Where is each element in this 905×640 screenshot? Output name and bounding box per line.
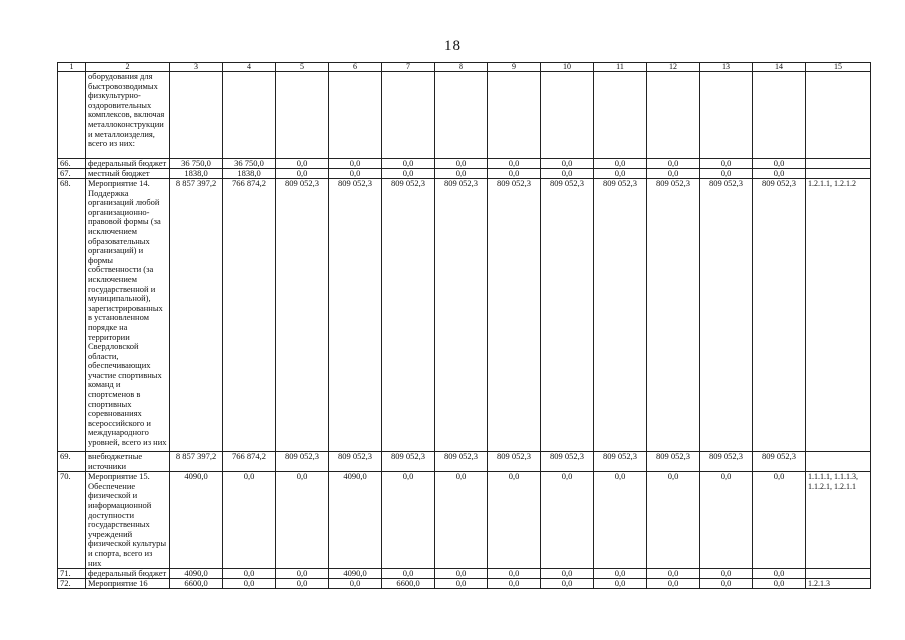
value-cell: 0,0: [647, 472, 700, 569]
value-cell: 0,0: [329, 159, 382, 169]
value-cell: 8 857 397,2: [170, 179, 223, 452]
value-cell: 0,0: [435, 159, 488, 169]
value-cell: 809 052,3: [276, 452, 329, 472]
target-reference: [806, 452, 871, 472]
value-cell: 809 052,3: [329, 452, 382, 472]
value-cell: 809 052,3: [647, 179, 700, 452]
table-row: [58, 579, 871, 589]
row-name: федеральный бюджет: [86, 159, 170, 169]
row-number: [58, 72, 86, 159]
program-table: [57, 62, 871, 589]
column-header: 10: [541, 63, 594, 72]
value-cell: 0,0: [541, 159, 594, 169]
target-reference: [806, 569, 871, 579]
target-reference: [806, 159, 871, 169]
value-cell: 6600,0: [170, 579, 223, 589]
value-cell: 0,0: [647, 569, 700, 579]
value-cell: 766 874,2: [223, 179, 276, 452]
value-cell: 809 052,3: [488, 452, 541, 472]
value-cell: 0,0: [223, 472, 276, 569]
value-cell: 0,0: [594, 569, 647, 579]
row-number: 67.: [58, 169, 86, 179]
value-cell: 0,0: [647, 579, 700, 589]
row-number: 72.: [58, 579, 86, 589]
table-row: [58, 169, 871, 179]
value-cell: 1838,0: [170, 169, 223, 179]
value-cell: 0,0: [276, 472, 329, 569]
value-cell: 809 052,3: [435, 452, 488, 472]
column-header: 14: [753, 63, 806, 72]
column-header: 6: [329, 63, 382, 72]
value-cell: 0,0: [276, 159, 329, 169]
column-header: 3: [170, 63, 223, 72]
value-cell: 0,0: [435, 569, 488, 579]
value-cell: 0,0: [700, 579, 753, 589]
value-cell: 0,0: [753, 159, 806, 169]
value-cell: 809 052,3: [541, 452, 594, 472]
value-cell: 766 874,2: [223, 452, 276, 472]
value-cell: 0,0: [435, 169, 488, 179]
row-number: 69.: [58, 452, 86, 472]
value-cell: 6600,0: [382, 579, 435, 589]
value-cell: 0,0: [329, 169, 382, 179]
value-cell: 0,0: [488, 472, 541, 569]
column-header: 8: [435, 63, 488, 72]
table-row: [58, 472, 871, 569]
value-cell: 0,0: [541, 569, 594, 579]
row-name: Мероприятие 14. Поддержка организаций любой организационно-правовой формы (за исключением образовательных организаций) и формы собственности (за исключением государственной и муниципальной), зарегистрированных в установленном порядке на территории Свердловской области, обеспечивающих участие спортивных команд и спортсменов в спортивных соревнованиях всероссийского и международного уровней, всего из них: [86, 179, 170, 452]
target-reference: 1.2.1.3: [806, 579, 871, 589]
value-cell: 0,0: [700, 472, 753, 569]
value-cell: 0,0: [382, 159, 435, 169]
value-cell: 0,0: [382, 472, 435, 569]
value-cell: 809 052,3: [647, 452, 700, 472]
value-cell: 809 052,3: [541, 179, 594, 452]
table-row-continuation: [58, 72, 871, 159]
value-cell: 0,0: [276, 579, 329, 589]
value-cell: 1838,0: [223, 169, 276, 179]
value-cell: 0,0: [647, 159, 700, 169]
table-row: [58, 179, 871, 452]
row-number: 70.: [58, 472, 86, 569]
row-name: Мероприятие 16: [86, 579, 170, 589]
value-cell: 4090,0: [170, 472, 223, 569]
value-cell: 809 052,3: [700, 452, 753, 472]
value-cell: 4090,0: [329, 569, 382, 579]
column-header: 9: [488, 63, 541, 72]
value-cell: 0,0: [700, 169, 753, 179]
value-cell: 0,0: [329, 579, 382, 589]
column-header: 11: [594, 63, 647, 72]
value-cell: 0,0: [594, 579, 647, 589]
column-header: 5: [276, 63, 329, 72]
value-cell: 809 052,3: [382, 452, 435, 472]
value-cell: 0,0: [647, 169, 700, 179]
value-cell: 4090,0: [170, 569, 223, 579]
value-cell: 0,0: [488, 579, 541, 589]
table-header-row: [58, 63, 871, 72]
value-cell: 0,0: [223, 579, 276, 589]
value-cell: 0,0: [753, 169, 806, 179]
column-header: 12: [647, 63, 700, 72]
value-cell: 0,0: [435, 579, 488, 589]
value-cell: 0,0: [382, 569, 435, 579]
value-cell: 0,0: [594, 472, 647, 569]
value-cell: 0,0: [488, 159, 541, 169]
value-cell: 36 750,0: [170, 159, 223, 169]
value-cell: 0,0: [276, 569, 329, 579]
value-cell: 0,0: [541, 579, 594, 589]
target-reference: 1.2.1.1, 1.2.1.2: [806, 179, 871, 452]
value-cell: 0,0: [594, 169, 647, 179]
page-number: 18: [444, 38, 461, 54]
value-cell: 809 052,3: [488, 179, 541, 452]
value-cell: 809 052,3: [276, 179, 329, 452]
value-cell: 0,0: [276, 169, 329, 179]
value-cell: 0,0: [753, 579, 806, 589]
value-cell: 0,0: [488, 569, 541, 579]
value-cell: 809 052,3: [753, 452, 806, 472]
value-cell: 0,0: [435, 472, 488, 569]
table-row: [58, 452, 871, 472]
value-cell: 0,0: [223, 569, 276, 579]
row-number: 68.: [58, 179, 86, 452]
value-cell: 0,0: [753, 569, 806, 579]
value-cell: 809 052,3: [382, 179, 435, 452]
value-cell: 0,0: [700, 569, 753, 579]
value-cell: 809 052,3: [594, 179, 647, 452]
target-reference: [806, 169, 871, 179]
row-name: федеральный бюджет: [86, 569, 170, 579]
value-cell: 8 857 397,2: [170, 452, 223, 472]
column-header: 1: [58, 63, 86, 72]
table-row: [58, 159, 871, 169]
column-header: 2: [86, 63, 170, 72]
value-cell: 809 052,3: [594, 452, 647, 472]
value-cell: 36 750,0: [223, 159, 276, 169]
value-cell: 809 052,3: [700, 179, 753, 452]
value-cell: 4090,0: [329, 472, 382, 569]
row-name: местный бюджет: [86, 169, 170, 179]
row-number: 66.: [58, 159, 86, 169]
row-name: внебюджетные источники: [86, 452, 170, 472]
value-cell: 0,0: [594, 159, 647, 169]
value-cell: 0,0: [541, 472, 594, 569]
value-cell: 0,0: [541, 169, 594, 179]
value-cell: 809 052,3: [435, 179, 488, 452]
table-row: [58, 569, 871, 579]
value-cell: 0,0: [700, 159, 753, 169]
target-reference: 1.1.1.1, 1.1.1.3, 1.1.2.1, 1.2.1.1: [806, 472, 871, 569]
row-name: оборудования для быстровозводимых физкультурно-оздоровительных комплексов, включая металлоконструкции и металлоизделия, всего из них:: [86, 72, 170, 159]
row-name: Мероприятие 15. Обеспечение физической и информационной доступности государственных учреждений физической культуры и спорта, всего из них: [86, 472, 170, 569]
value-cell: 0,0: [488, 169, 541, 179]
column-header: 15: [806, 63, 871, 72]
value-cell: 809 052,3: [753, 179, 806, 452]
column-header: 4: [223, 63, 276, 72]
column-header: 7: [382, 63, 435, 72]
value-cell: 809 052,3: [329, 179, 382, 452]
value-cell: 0,0: [382, 169, 435, 179]
value-cell: 0,0: [753, 472, 806, 569]
column-header: 13: [700, 63, 753, 72]
row-number: 71.: [58, 569, 86, 579]
